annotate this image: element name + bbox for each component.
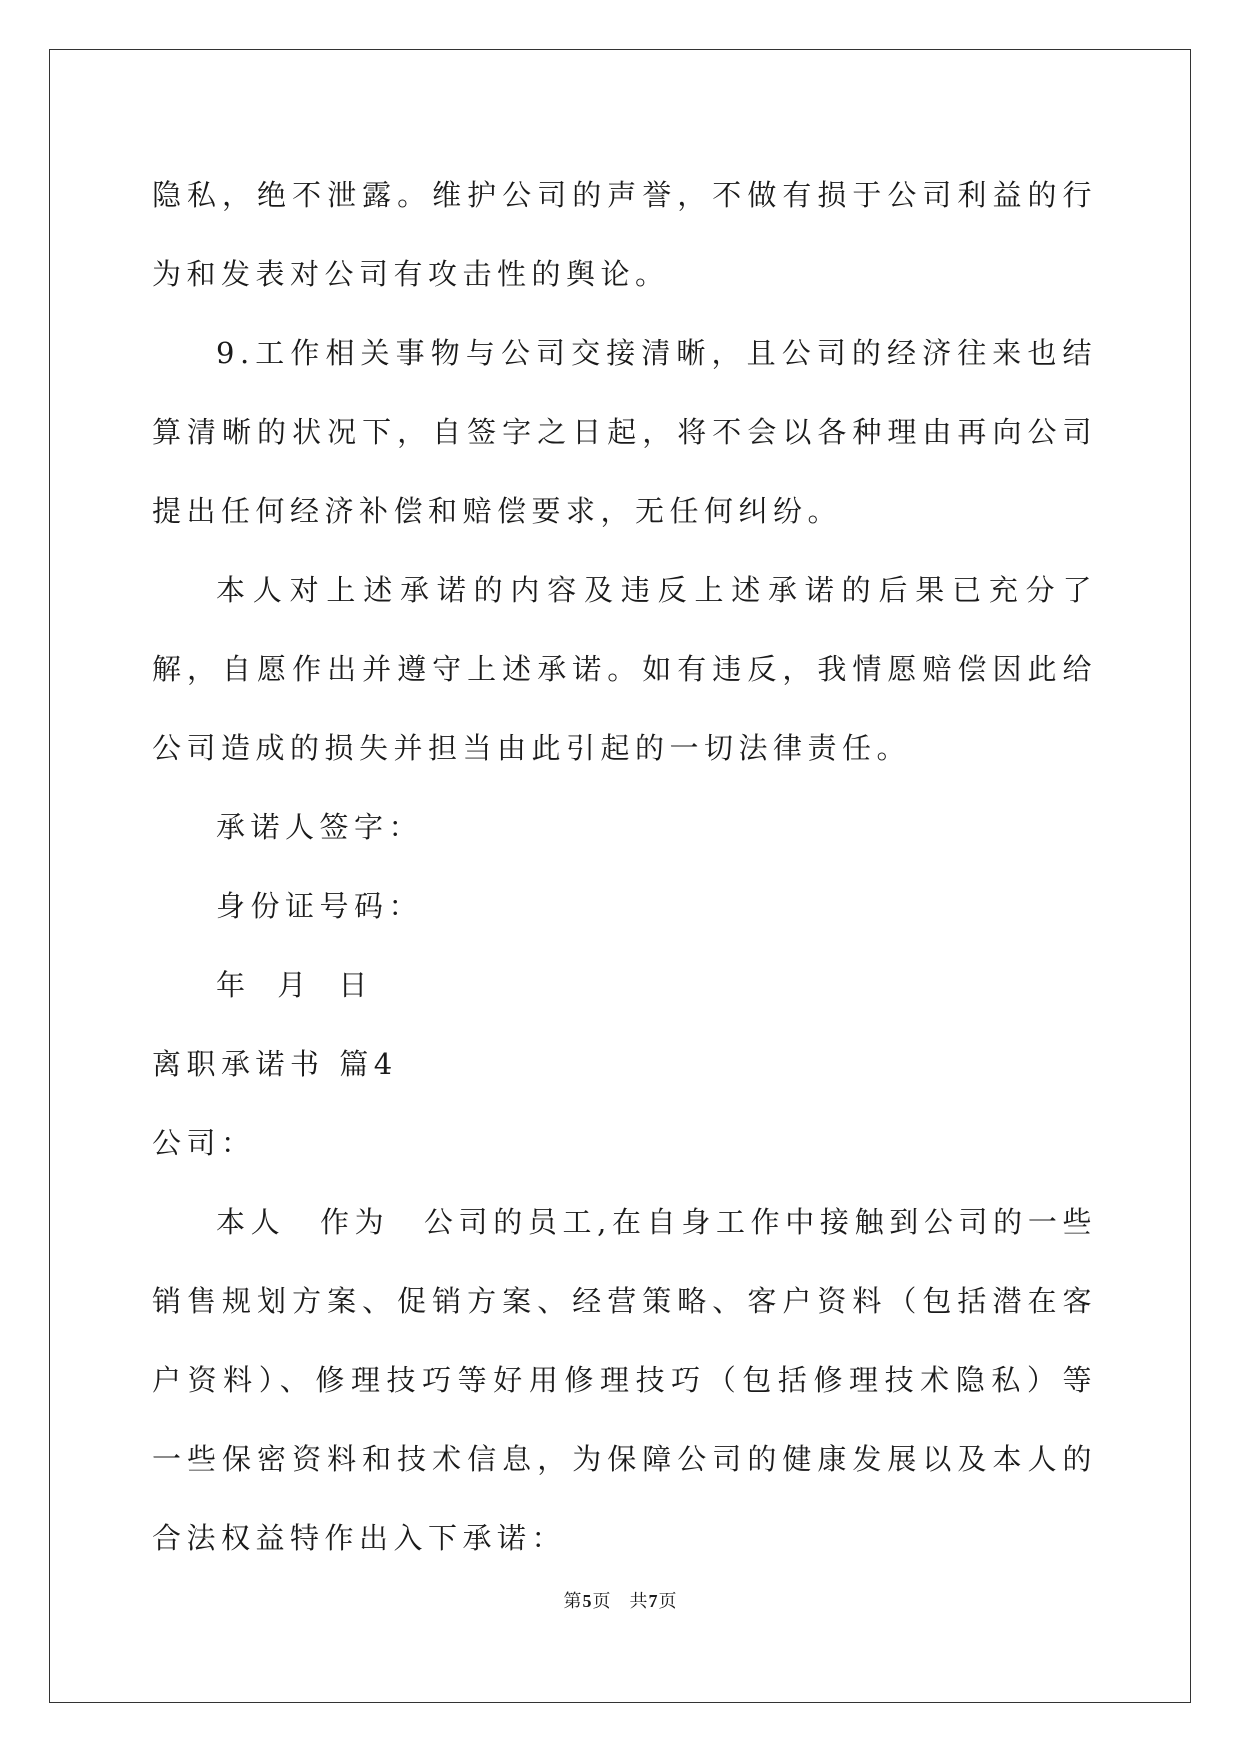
paragraph-item-9: 9.工作相关事物与公司交接清晰，且公司的经济往来也结算清晰的状况下，自签字之日起，将不会以各种理由再向公司提出任何经济补偿和赔偿要求，无任何纠纷。	[152, 336, 1097, 528]
footer-page-suffix: 页	[592, 1591, 612, 1612]
salutation: 公司：	[152, 1126, 256, 1160]
footer-page-prefix: 第	[563, 1591, 583, 1612]
footer-total-prefix: 共	[629, 1591, 649, 1612]
footer-current-page: 5	[582, 1591, 593, 1611]
date-label: 年 月 日	[216, 968, 373, 1002]
paragraph-acknowledgement: 本人对上述承诺的内容及违反上述承诺的后果已充分了解，自愿作出并遵守上述承诺。如有违反，我情愿赔偿因此给公司造成的损失并担当由此引起的一切法律责任。	[152, 573, 1097, 765]
footer-total-suffix: 页	[658, 1591, 678, 1612]
footer-total-pages: 7	[648, 1591, 659, 1611]
paragraph-commitment-intro: 本人 作为 公司的员工,在自身工作中接触到公司的一些销售规划方案、促销方案、经营策略、客户资料（包括潜在客户资料）、修理技巧等好用修理技巧（包括修理技术隐私）等一些保密资料和技术信息，为保障公司的健康发展以及本人的合法权益特作出入下承诺：	[152, 1205, 1097, 1555]
id-number-label: 身份证号码：	[216, 889, 424, 923]
section-title: 离职承诺书 篇4	[152, 1047, 398, 1081]
signature-label: 承诺人签字：	[216, 810, 424, 844]
paragraph-privacy-continuation: 隐私，绝不泄露。维护公司的声誉，不做有损于公司利益的行为和发表对公司有攻击性的舆论。	[152, 178, 1097, 291]
page-footer	[0, 1587, 1241, 1613]
document-body	[152, 156, 1097, 1578]
